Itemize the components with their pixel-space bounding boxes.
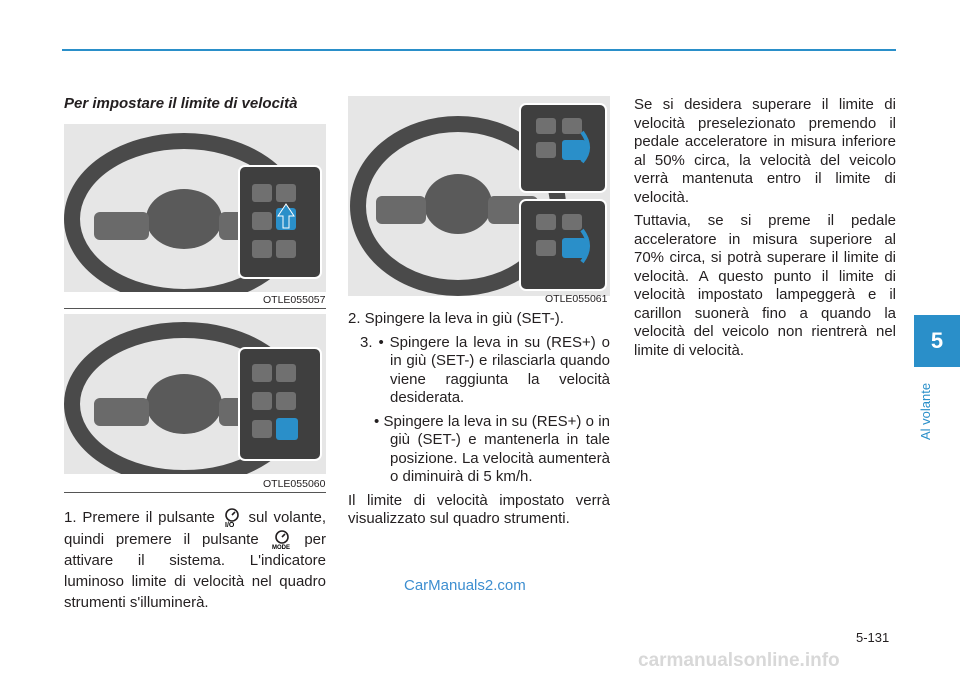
column-3-text xyxy=(634,96,896,365)
chapter-label: Al volante xyxy=(918,382,933,440)
steering-wheel-illustration xyxy=(64,124,326,292)
mode-icon xyxy=(271,528,293,550)
speed-limit-icon xyxy=(221,506,243,528)
footer-watermark: carmanualsonline.info xyxy=(638,650,840,671)
col3-paragraph-2: Tuttavia, se si preme il pedale acceleratore in misura superiore al 70% circa, si potrà superare il limite di velocità. A questo punto il limite di velocità impostato lampeggerà e il carillon suonerà fino a quando la velocità del veicolo non rientrerà nel limite di velocità. xyxy=(634,212,896,359)
section-title: Per impostare il limite di velocità xyxy=(64,95,298,112)
column-2-text xyxy=(348,310,610,534)
figure-divider xyxy=(64,492,326,493)
svg-text:I/O: I/O xyxy=(224,522,234,528)
step-1-text-b: sul volante, quindi premere il pulsante xyxy=(64,509,326,548)
chapter-number: 5 xyxy=(930,328,944,353)
figure-code: OTLE055060 xyxy=(263,478,326,490)
limit-paragraph: Il limite di velocità impostato verrà visualizzato sul quadro strumenti. xyxy=(348,491,610,527)
chapter-tab[interactable] xyxy=(914,315,960,367)
figure-divider xyxy=(64,308,326,309)
svg-text:MODE: MODE xyxy=(271,545,290,550)
steering-wheel-figure xyxy=(64,314,326,474)
steering-wheel-illustration xyxy=(64,314,326,474)
step-2: 2. Spingere la leva in giù (SET-). xyxy=(348,310,564,327)
header-rule xyxy=(62,49,896,51)
step-1-text-c: per attivare il sistema. L'indicatore luminoso limite di velocità nel quadro strumenti s'illuminerà. xyxy=(64,531,326,611)
steering-wheel-illustration xyxy=(348,96,610,296)
step-3-bullet-2: • Spingere la leva in su (RES+) o in giù (SET-) e mantenerla in tale posizione. La velocità aumenterà o diminuirà di 5 km/h. xyxy=(374,412,610,485)
step-3-bullet-1: 3. • Spingere la leva in su (RES+) o in giù (SET-) e rilasciarla quando viene raggiunta la velocità desiderata. xyxy=(360,333,610,406)
figure-code: OTLE055061 xyxy=(545,293,608,305)
watermark-link[interactable]: CarManuals2.com xyxy=(404,577,526,594)
page-number: 5-131 xyxy=(856,630,890,645)
steering-wheel-figure xyxy=(64,124,326,292)
figure-code: OTLE055057 xyxy=(263,294,326,306)
step-1 xyxy=(64,506,326,613)
steering-wheel-figure xyxy=(348,96,610,296)
step-1-text-a: 1. Premere il pulsante xyxy=(64,509,215,526)
col3-paragraph-1: Se si desidera superare il limite di velocità preselezionato premendo il pedale acceleratore in misura inferiore al 50% circa, la velocità del veicolo verrà mantenuta entro il limite di velocità. xyxy=(634,96,896,206)
